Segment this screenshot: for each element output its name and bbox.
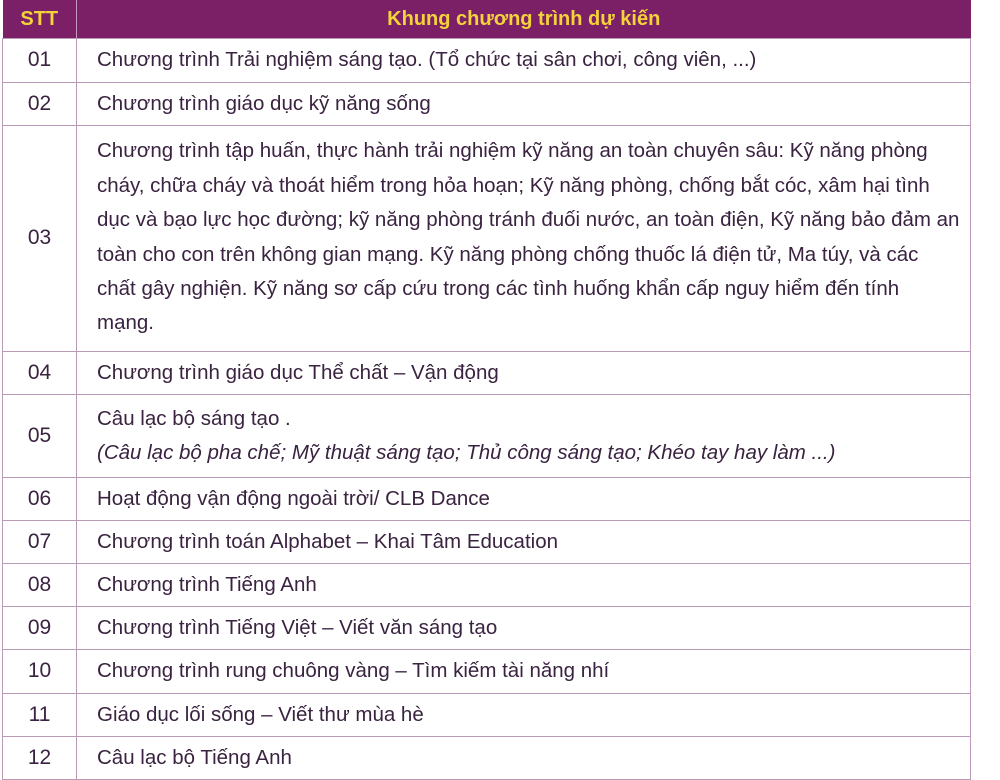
row-note: (Câu lạc bộ pha chế; Mỹ thuật sáng tạo; Thủ công sáng tạo; Khéo tay hay làm ...) [97, 441, 836, 464]
row-number: 02 [3, 83, 77, 126]
row-number: 05 [3, 395, 77, 478]
program-table [2, 0, 971, 780]
table-row [3, 39, 971, 83]
table-row [3, 650, 971, 694]
header-stt: STT [3, 0, 77, 39]
table-row [3, 478, 971, 521]
row-text: Chương trình giáo dục Thể chất – Vận động [77, 352, 971, 395]
row-text: Hoạt động vận động ngoài trời/ CLB Dance [77, 478, 971, 521]
row-number: 01 [3, 39, 77, 83]
row-text: Câu lạc bộ Tiếng Anh [77, 737, 971, 780]
table-header-row [3, 0, 971, 39]
row-number: 09 [3, 607, 77, 650]
table-row [3, 607, 971, 650]
table-row [3, 694, 971, 737]
row-text: Chương trình toán Alphabet – Khai Tâm Education [77, 521, 971, 564]
row-number: 06 [3, 478, 77, 521]
table-row [3, 83, 971, 126]
row-number: 12 [3, 737, 77, 780]
table-row [3, 126, 971, 352]
row-text: Chương trình giáo dục kỹ năng sống [77, 83, 971, 126]
table-row [3, 521, 971, 564]
row-number: 03 [3, 126, 77, 352]
row-number: 10 [3, 650, 77, 694]
row-number: 11 [3, 694, 77, 737]
table-row [3, 395, 971, 478]
row-number: 08 [3, 564, 77, 607]
table-row [3, 737, 971, 780]
row-text: Chương trình Tiếng Anh [77, 564, 971, 607]
row-text: Chương trình Tiếng Việt – Viết văn sáng tạo [77, 607, 971, 650]
row-text: Chương trình tập huấn, thực hành trải nghiệm kỹ năng an toàn chuyên sâu: Kỹ năng phòng cháy, chữa cháy và thoát hiểm trong hỏa hoạn; Kỹ năng phòng, chống bắt cóc, xâm hại tình dục và bạo lực học đường; kỹ năng phòng tránh đuối nước, an toàn điện, Kỹ năng bảo đảm an toàn cho con trên không gian mạng. Kỹ năng phòng chống thuốc lá điện tử, Ma túy, và các chất gây nghiện. Kỹ năng sơ cấp cứu trong các tình huống khẩn cấp nguy hiểm đến tính mạng. [77, 126, 971, 352]
row-text-cell [77, 395, 971, 478]
header-title: Khung chương trình dự kiến [77, 0, 971, 39]
row-text: Câu lạc bộ sáng tạo . [97, 406, 291, 430]
row-number: 07 [3, 521, 77, 564]
row-text: Giáo dục lối sống – Viết thư mùa hè [77, 694, 971, 737]
row-number: 04 [3, 352, 77, 395]
table-row [3, 564, 971, 607]
table-row [3, 352, 971, 395]
row-text: Chương trình rung chuông vàng – Tìm kiếm tài năng nhí [77, 650, 971, 694]
row-text: Chương trình Trải nghiệm sáng tạo. (Tổ chức tại sân chơi, công viên, ...) [77, 39, 971, 83]
